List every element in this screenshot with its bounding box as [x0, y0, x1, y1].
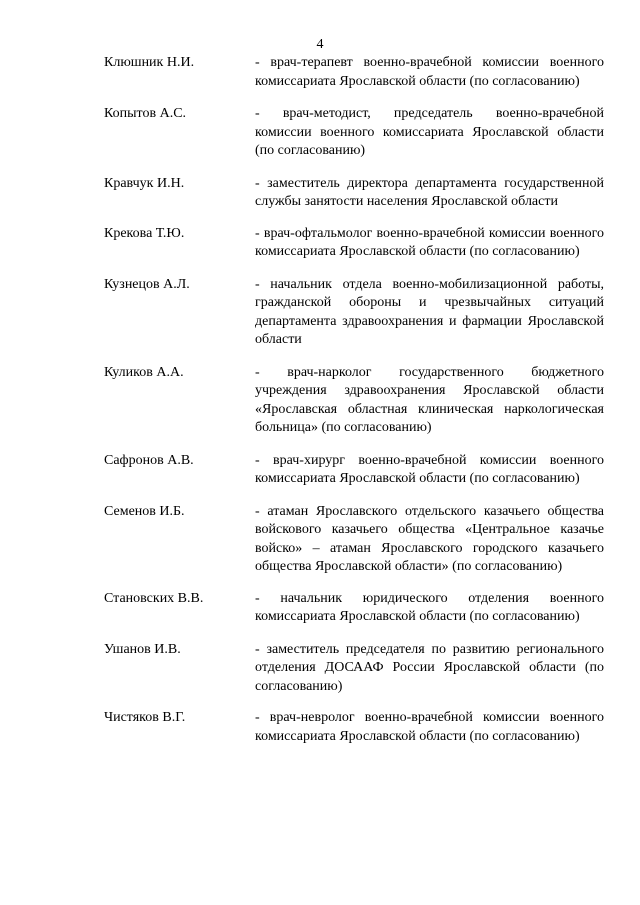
member-name: Куликов А.А.: [104, 364, 184, 380]
member-role: - врач-офтальмолог военно-врачебной комиссии военного комиссариата Ярославской области (по согласованию): [255, 225, 604, 259]
member-name: Семенов И.Б.: [104, 503, 185, 519]
member-name: Кравчук И.Н.: [104, 175, 185, 191]
member-entry: [104, 364, 604, 438]
member-name: Крекова Т.Ю.: [104, 225, 185, 241]
member-name: Кузнецов А.Л.: [104, 276, 190, 292]
member-role: - атаман Ярославского отдельского казачьего общества войскового казачьего общества «Центральное казачье войско» – атаман Ярославского городского казачьего общества Ярославской области» (по согласованию): [255, 503, 604, 574]
member-role: - врач-методист, председатель военно-врачебной комиссии военного комиссариата Ярославской области (по согласованию): [255, 106, 604, 158]
member-entry: [104, 225, 604, 262]
member-role: - врач-нарколог государственного бюджетного учреждения здравоохранения Ярославской области «Ярославская областная клиническая наркологическая больница» (по согласованию): [255, 364, 604, 435]
member-entry: [104, 105, 604, 161]
member-entry: [104, 590, 604, 627]
page-number: 4: [316, 37, 324, 52]
member-entry: [104, 276, 604, 350]
member-name: Клюшник Н.И.: [104, 55, 195, 70]
member-role: - начальник отдела военно-мобилизационной работы, гражданской обороны и чрезвычайных ситуаций департамента здравоохранения и фармации Ярославской области: [255, 276, 604, 347]
member-entry: [104, 175, 604, 212]
member-entry: [104, 709, 604, 746]
member-name: Копытов А.С.: [104, 106, 187, 121]
member-entry: [104, 54, 604, 91]
member-entry: [104, 452, 604, 489]
member-name: Становских В.В.: [104, 590, 204, 606]
member-role: - врач-терапевт военно-врачебной комиссии военного комиссариата Ярославской области (по согласованию): [255, 55, 604, 89]
member-name: Ушанов И.В.: [104, 641, 181, 657]
commission-member-list: [104, 54, 604, 746]
member-name: Сафронов А.В.: [104, 452, 194, 468]
member-role: - заместитель председателя по развитию регионального отделения ДОСААФ России Ярославской области (по согласованию): [255, 641, 604, 694]
member-role: - врач-невролог военно-врачебной комиссии военного комиссариата Ярославской области (по согласованию): [255, 710, 604, 744]
member-role: - заместитель директора департамента государственной службы занятости населения Ярославской области: [255, 175, 604, 209]
member-entry: [104, 503, 604, 577]
member-entry: [104, 641, 604, 697]
member-role: - начальник юридического отделения военного комиссариата Ярославской области (по согласованию): [255, 590, 604, 624]
member-name: Чистяков В.Г.: [104, 710, 186, 725]
member-role: - врач-хирург военно-врачебной комиссии военного комиссариата Ярославской области (по согласованию): [255, 452, 604, 486]
